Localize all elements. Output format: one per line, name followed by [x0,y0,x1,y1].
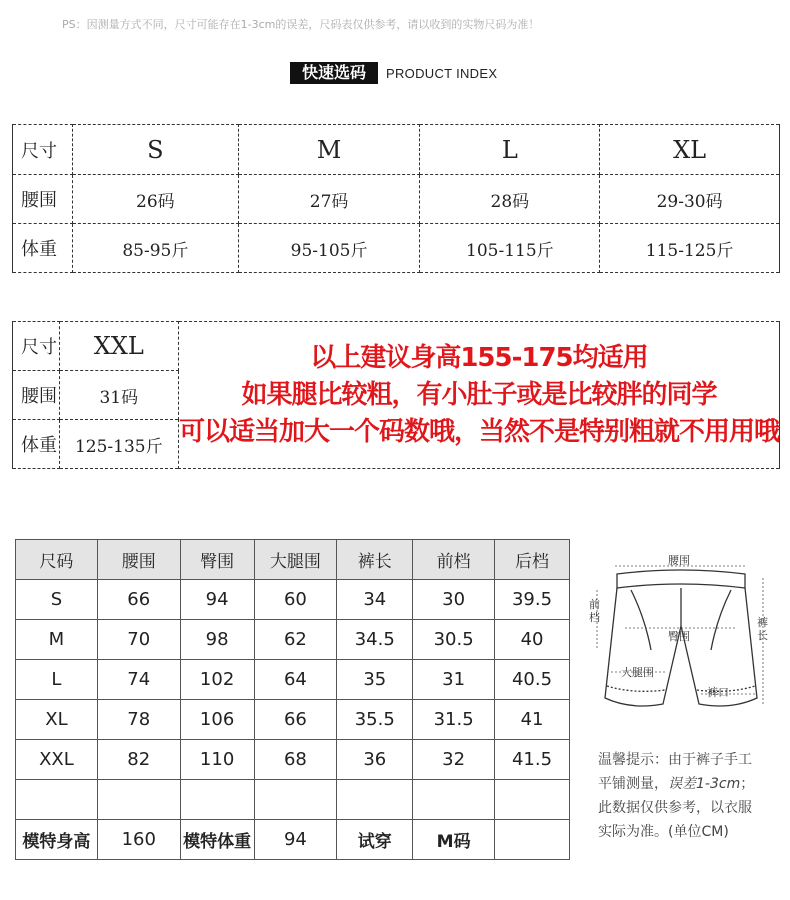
row-label-weight: 体重 [13,420,60,469]
empty-cell [495,820,570,860]
length-char: 长 [757,629,768,642]
table-cell: 60 [254,580,337,620]
table-cell: 40.5 [495,660,570,700]
table-cell: 31.5 [413,700,495,740]
waist-cell: 31码 [59,371,178,420]
table-cell: 34 [337,580,413,620]
table-row [16,620,570,660]
table-cell: 36 [337,740,413,780]
table-cell: 66 [97,580,180,620]
row-label-weight: 体重 [13,224,73,273]
section-title [290,62,497,84]
table-cell: 31 [413,660,495,700]
empty-cell [97,780,180,820]
header-cell: 前档 [413,540,495,580]
left-pocket-line [631,590,651,650]
model-height-label: 模特身高 [16,820,98,860]
table-cell: 64 [254,660,337,700]
table-cell: 41 [495,700,570,740]
size-index-table-2 [12,321,780,469]
ps-note: PS：因测量方式不同，尺寸可能存在1-3cm的误差，尺码表仅供参考，请以收到的实物尺码为准！ [62,18,540,31]
tip-line: 此数据仅供参考，以衣服 [598,800,752,816]
right-pocket-line [711,590,731,650]
waist-cell: 27码 [238,175,420,224]
header-cell: 尺码 [16,540,98,580]
table-cell: 30 [413,580,495,620]
fit-note-line: 可以适当加大一个码数哦，当然不是特别粗就不用用哦 [178,416,779,447]
table-cell: 70 [97,620,180,660]
table-cell: 110 [180,740,254,780]
table-cell: 32 [413,740,495,780]
table-cell: XL [16,700,98,740]
title-zh: 快速选码 [290,62,378,84]
header-cell: 腰围 [97,540,180,580]
diagram-label-thigh: 大腿围 [621,666,654,679]
weight-cell: 95-105斤 [238,224,420,273]
fit-note [178,322,779,469]
waist-cell: 26码 [72,175,238,224]
table-cell: 41.5 [495,740,570,780]
fit-note-line: 以上建议身高155-175均适用 [310,342,648,373]
tip-line [598,772,778,796]
table-cell: 68 [254,740,337,780]
diagram-label-waist: 腰围 [668,554,690,567]
size-cell: L [420,125,600,175]
table-cell: 30.5 [413,620,495,660]
table-row [16,580,570,620]
model-weight-label: 模特体重 [180,820,254,860]
table-header-row [16,540,570,580]
row-label-size: 尺寸 [13,322,60,371]
row-label-waist: 腰围 [13,175,73,224]
header-cell: 后档 [495,540,570,580]
size-cell: XXL [59,322,178,371]
model-height-value: 160 [97,820,180,860]
table-cell: 78 [97,700,180,740]
diagram-label-length [757,615,768,642]
weight-cell: 115-125斤 [600,224,780,273]
table-cell: 35.5 [337,700,413,740]
empty-cell [495,780,570,820]
size-cell: M [238,125,420,175]
table-cell: 39.5 [495,580,570,620]
model-weight-value: 94 [254,820,337,860]
empty-cell [254,780,337,820]
table-cell: 102 [180,660,254,700]
table-cell: 74 [97,660,180,700]
try-on-label: 试穿 [337,820,413,860]
table-cell: 35 [337,660,413,700]
table-cell: 98 [180,620,254,660]
waist-cell: 29-30码 [600,175,780,224]
table-cell: 94 [180,580,254,620]
header-cell: 臀围 [180,540,254,580]
diagram-label-front-rise [589,597,600,624]
table-cell: 106 [180,700,254,740]
table-cell: 40 [495,620,570,660]
table-cell: M [16,620,98,660]
weight-cell: 85-95斤 [72,224,238,273]
weight-cell: 125-135斤 [59,420,178,469]
fit-note-line: 如果腿比较粗，有小肚子或是比较胖的同学 [241,379,717,410]
table-row [16,660,570,700]
model-row [16,820,570,860]
size-index-table-1 [12,124,780,273]
empty-cell [413,780,495,820]
table-cell: XXL [16,740,98,780]
header-cell: 大腿围 [254,540,337,580]
size-cell: S [72,125,238,175]
empty-cell [180,780,254,820]
table-row-empty [16,780,570,820]
table-cell: 62 [254,620,337,660]
empty-cell [16,780,98,820]
table-row [16,740,570,780]
header-cell: 裤长 [337,540,413,580]
measurement-tip [598,748,778,844]
table-cell: 82 [97,740,180,780]
table-cell: 34.5 [337,620,413,660]
measurement-table [15,539,570,860]
diagram-label-hip: 臀围 [668,630,690,643]
table-cell: L [16,660,98,700]
tip-line: 实际为准。(单位CM) [598,824,729,840]
tip-text: ； [740,776,755,792]
table-cell: 66 [254,700,337,740]
size-cell: XL [600,125,780,175]
weight-cell: 105-115斤 [420,224,600,273]
shorts-diagram [585,548,775,728]
try-on-size: M码 [413,820,495,860]
empty-cell [337,780,413,820]
tip-text: 平铺测量， [598,776,668,792]
front-rise-char: 档 [589,611,600,624]
row-label-size: 尺寸 [13,125,73,175]
table-row [16,700,570,740]
diagram-label-hem: 裤口 [707,686,729,699]
waist-cell: 28码 [420,175,600,224]
tip-line: 温馨提示：由于裤子手工 [598,752,752,768]
waistband-shape [617,570,745,588]
title-en: PRODUCT INDEX [386,65,498,81]
tip-error-range: 误差1-3cm [668,776,741,792]
front-rise-char: 前 [589,598,600,611]
length-char: 裤 [757,616,768,629]
row-label-waist: 腰围 [13,371,60,420]
table-cell: S [16,580,98,620]
